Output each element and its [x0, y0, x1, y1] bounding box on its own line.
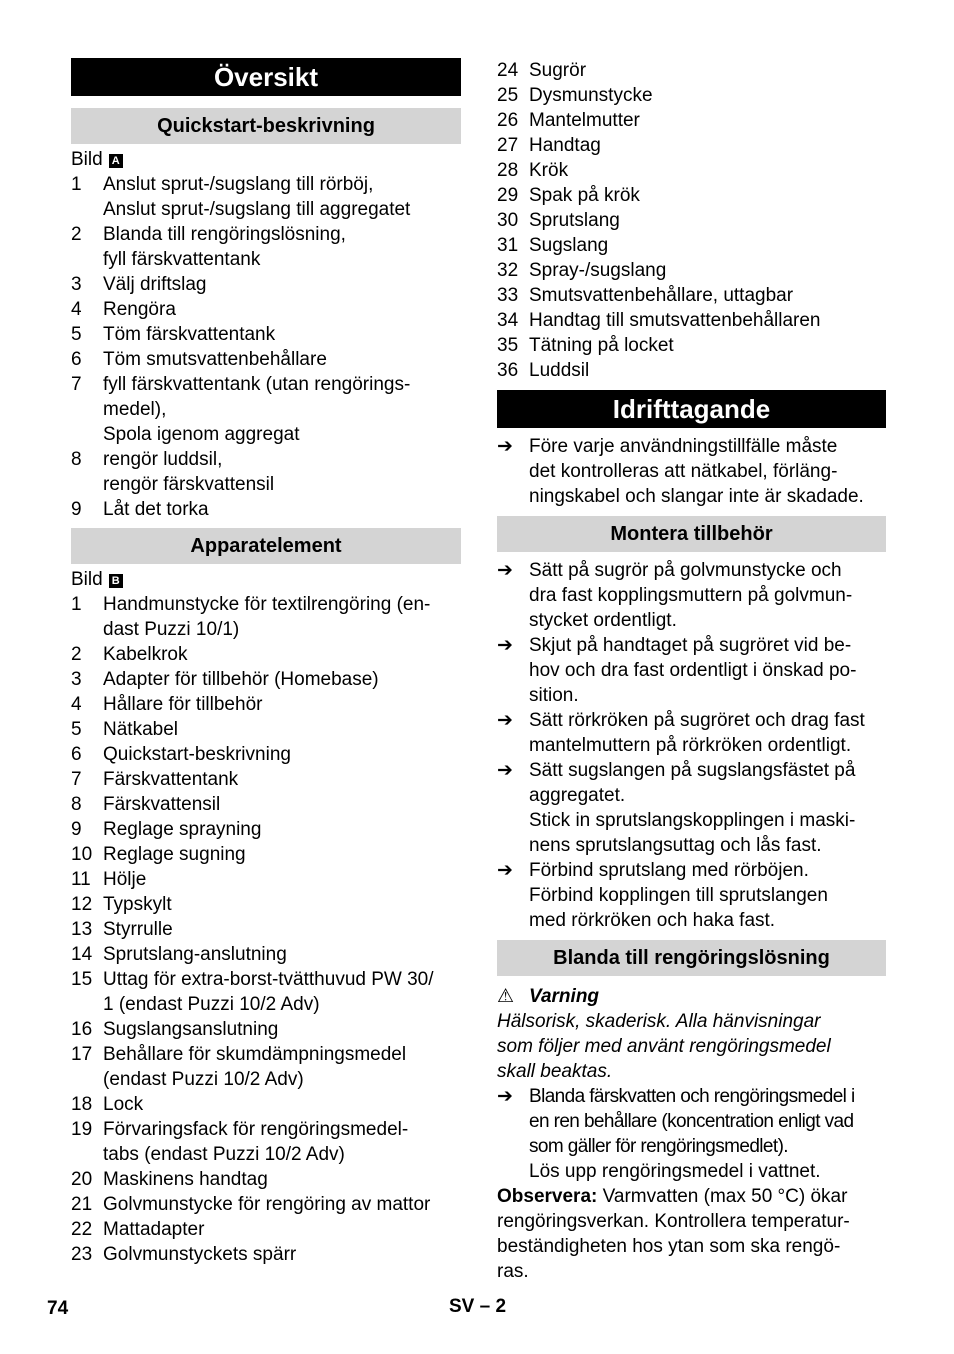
list-item-number: 34 [497, 310, 519, 331]
blanda-step [497, 1084, 886, 1159]
list-item [71, 1042, 461, 1092]
list-item [71, 692, 461, 717]
montera-step-text: Sätt rörkröken på sugröret och drag fast mantelmuttern på rörkröken ordentligt. [529, 710, 865, 756]
list-item-number: 24 [497, 60, 519, 81]
list-item [71, 1217, 461, 1242]
list-item-text: Sugslangsanslutning [103, 1019, 279, 1040]
montera-step [497, 758, 886, 808]
arrow-right-icon: ➔ [497, 710, 513, 731]
list-item-text: Rengöra [103, 299, 176, 320]
list-item-text: Golvmunstycke för rengöring av mattor [103, 1194, 431, 1215]
list-item [497, 233, 886, 258]
list-item-number: 25 [497, 85, 519, 106]
list-item-number: 2 [71, 224, 82, 245]
list-item-number: 33 [497, 285, 519, 306]
list-item [71, 1167, 461, 1192]
list-item-number: 8 [71, 794, 82, 815]
list-item-number: 2 [71, 644, 82, 665]
apparatelement-list-continued [497, 58, 886, 383]
section-title-oversikt: Översikt [71, 58, 461, 96]
list-item-number: 5 [71, 719, 82, 740]
section-title-idrifttagande: Idrifttagande [497, 390, 886, 428]
arrow-right-icon: ➔ [497, 436, 513, 457]
list-item [71, 172, 461, 222]
list-item-text: Blanda till rengöringslösning, fyll färskvattentank [103, 224, 346, 270]
montera-step [497, 558, 886, 633]
list-item-text: Spray-/sugslang [529, 260, 667, 281]
list-item [497, 83, 886, 108]
list-item [71, 842, 461, 867]
list-item [71, 1117, 461, 1167]
list-item-number: 15 [71, 969, 93, 990]
list-item-number: 3 [71, 669, 82, 690]
list-item [71, 322, 461, 347]
arrow-right-icon: ➔ [497, 860, 513, 881]
arrow-right-icon: ➔ [497, 635, 513, 656]
warning-triangle-icon: ⚠ [497, 986, 515, 1007]
list-item-text: Sprutslang-anslutning [103, 944, 287, 965]
list-item-text: rengör luddsil, rengör färskvattensil [103, 449, 275, 495]
warning-text: Hälsorisk, skaderisk. Alla hänvisningar som följer med använt rengöringsmedel skall beaktas. [497, 1011, 831, 1082]
list-item-number: 12 [71, 894, 93, 915]
list-item-number: 9 [71, 819, 82, 840]
list-item-number: 31 [497, 235, 519, 256]
list-item [497, 133, 886, 158]
list-item-number: 13 [71, 919, 93, 940]
list-item [71, 497, 461, 522]
list-item-number: 10 [71, 844, 93, 865]
list-item-number: 3 [71, 274, 82, 295]
list-item-text: Dysmunstycke [529, 85, 653, 106]
list-item [71, 942, 461, 967]
list-item-text: Sugslang [529, 235, 609, 256]
list-item [71, 272, 461, 297]
figure-a-icon: A [109, 154, 123, 168]
list-item-text: Töm smutsvattenbehållare [103, 349, 327, 370]
list-item-number: 29 [497, 185, 519, 206]
montera-step5-extra: Förbind kopplingen till sprutslangen med rörkröken och haka fast. [529, 885, 828, 931]
page-number: 74 [47, 1298, 69, 1319]
list-item-text: Typskylt [103, 894, 172, 915]
montera-step-text: Sätt sugslangen på sugslangsfästet på aggregatet. [529, 760, 856, 806]
list-item-text: Krök [529, 160, 569, 181]
list-item-text: Nätkabel [103, 719, 178, 740]
heading-blanda: Blanda till rengöringslösning [497, 940, 886, 976]
list-item [71, 347, 461, 372]
list-item [71, 817, 461, 842]
list-item-text: Styrrulle [103, 919, 173, 940]
list-item-number: 36 [497, 360, 519, 381]
list-item [71, 917, 461, 942]
list-item [71, 867, 461, 892]
list-item [71, 717, 461, 742]
montera-steps [497, 558, 886, 808]
quickstart-list [71, 172, 461, 522]
list-item-text: Sugrör [529, 60, 587, 81]
list-item-text: Uttag för extra-borst-tvätthuvud PW 30/ 1 (endast Puzzi 10/2 Adv) [103, 969, 434, 1015]
list-item [497, 358, 886, 383]
list-item [71, 372, 461, 447]
list-item [71, 642, 461, 667]
list-item [71, 592, 461, 642]
list-item [71, 297, 461, 322]
apparatelement-list [71, 592, 461, 1267]
list-item-number: 4 [71, 299, 82, 320]
list-item [71, 1242, 461, 1267]
list-item-text: Hölje [103, 869, 147, 890]
observera-note: Observera: Varmvatten (max 50 °C) ökar rengöringsverkan. Kontrollera temperatur- beständigheten hos ytan som ska rengö- ras. [497, 1186, 850, 1282]
montera-step4-extra: Stick in sprutslangskopplingen i maski- nens sprutslangsuttag och lås fast. [529, 810, 856, 856]
list-item-text: Handtag [529, 135, 601, 156]
blanda-step-text: Blanda färskvatten och rengöringsmedel i en ren behållare (koncentration enligt vad som gäller för rengöringsmedlet). [529, 1086, 855, 1157]
list-item [497, 158, 886, 183]
list-item-number: 4 [71, 694, 82, 715]
list-item-text: Förvaringsfack för rengöringsmedel- tabs (endast Puzzi 10/2 Adv) [103, 1119, 409, 1165]
list-item [71, 667, 461, 692]
list-item [71, 222, 461, 272]
list-item-number: 1 [71, 594, 82, 615]
list-item-text: Mattadapter [103, 1219, 205, 1240]
list-item-text: Luddsil [529, 360, 590, 381]
heading-quickstart: Quickstart-beskrivning [71, 108, 461, 144]
list-item-number: 18 [71, 1094, 93, 1115]
list-item-text: fyll färskvattentank (utan rengörings- medel), Spola igenom aggregat [103, 374, 411, 445]
list-item-text: Låt det torka [103, 499, 209, 520]
arrow-right-icon: ➔ [497, 760, 513, 781]
language-page-label: SV – 2 [449, 1296, 507, 1317]
heading-apparatelement: Apparatelement [71, 528, 461, 564]
list-item-number: 30 [497, 210, 519, 231]
list-item-text: Sprutslang [529, 210, 620, 231]
list-item [497, 183, 886, 208]
list-item-text: Behållare för skumdämpningsmedel (endast Puzzi 10/2 Adv) [103, 1044, 407, 1090]
list-item [71, 892, 461, 917]
list-item [71, 1092, 461, 1117]
list-item-text: Maskinens handtag [103, 1169, 268, 1190]
heading-montera-tillbehor: Montera tillbehör [497, 516, 886, 552]
list-item [497, 283, 886, 308]
list-item-text: Smutsvattenbehållare, uttagbar [529, 285, 794, 306]
list-item-number: 22 [71, 1219, 93, 1240]
bild-b-label: Bild B [71, 567, 461, 592]
list-item-text: Hållare för tillbehör [103, 694, 263, 715]
montera-step5 [497, 858, 886, 883]
arrow-right-icon: ➔ [497, 560, 513, 581]
list-item-text: Välj driftslag [103, 274, 207, 295]
list-item-text: Reglage sugning [103, 844, 246, 865]
montera-step [497, 708, 886, 758]
list-item-text: Färskvattensil [103, 794, 221, 815]
montera-step-text: Sätt på sugrör på golvmunstycke och dra fast kopplingsmuttern på golvmun- stycket ordentligt. [529, 560, 853, 631]
list-item-text: Färskvattentank [103, 769, 239, 790]
list-item-number: 20 [71, 1169, 93, 1190]
list-item [497, 208, 886, 233]
list-item-number: 6 [71, 744, 82, 765]
list-item-text: Tätning på locket [529, 335, 674, 356]
list-item [497, 108, 886, 133]
list-item-number: 7 [71, 374, 82, 395]
list-item [71, 742, 461, 767]
list-item [71, 792, 461, 817]
list-item-text: Kabelkrok [103, 644, 188, 665]
list-item-text: Quickstart-beskrivning [103, 744, 291, 765]
list-item-text: Reglage sprayning [103, 819, 262, 840]
blanda-step-extra: Lös upp rengöringsmedel i vattnet. [529, 1161, 821, 1182]
list-item [71, 1192, 461, 1217]
list-item-number: 23 [71, 1244, 93, 1265]
list-item [497, 333, 886, 358]
left-column [71, 58, 461, 1267]
list-item-number: 32 [497, 260, 519, 281]
montera-step [497, 633, 886, 708]
list-item-number: 14 [71, 944, 93, 965]
warning-title: ⚠ Varning [497, 986, 600, 1007]
list-item-number: 17 [71, 1044, 93, 1065]
list-item-text: Töm färskvattentank [103, 324, 276, 345]
list-item-number: 19 [71, 1119, 93, 1140]
arrow-right-icon: ➔ [497, 1086, 513, 1107]
list-item [497, 308, 886, 333]
list-item-number: 5 [71, 324, 82, 345]
list-item [497, 58, 886, 83]
list-item-text: Spak på krök [529, 185, 640, 206]
list-item-text: Mantelmutter [529, 110, 640, 131]
list-item-number: 7 [71, 769, 82, 790]
list-item [71, 967, 461, 1017]
list-item-number: 16 [71, 1019, 93, 1040]
list-item-text: Golvmunstyckets spärr [103, 1244, 297, 1265]
list-item-number: 35 [497, 335, 519, 356]
list-item-number: 27 [497, 135, 519, 156]
list-item-number: 6 [71, 349, 82, 370]
list-item-text: Handtag till smutsvattenbehållaren [529, 310, 821, 331]
list-item-number: 1 [71, 174, 82, 195]
list-item-text: Lock [103, 1094, 144, 1115]
list-item [71, 767, 461, 792]
intro-text: Före varje användningstillfälle måste det kontrolleras att nätkabel, förläng- ningskabel och slangar inte är skadade. [529, 436, 864, 507]
montera-step5-text: Förbind sprutslang med rörböjen. [529, 860, 809, 881]
intro-step [497, 434, 886, 509]
list-item-number: 9 [71, 499, 82, 520]
list-item-number: 21 [71, 1194, 93, 1215]
list-item-number: 28 [497, 160, 519, 181]
figure-b-icon: B [109, 574, 123, 588]
list-item-text: Anslut sprut-/sugslang till rörböj, Anslut sprut-/sugslang till aggregatet [103, 174, 411, 220]
right-column [497, 58, 886, 1284]
list-item-text: Handmunstycke för textilrengöring (en- dast Puzzi 10/1) [103, 594, 431, 640]
list-item-number: 11 [71, 869, 91, 890]
bild-a-label: Bild A [71, 147, 461, 172]
list-item [71, 447, 461, 497]
list-item [497, 258, 886, 283]
montera-step-text: Skjut på handtaget på sugröret vid be- hov och dra fast ordentligt i önskad po- sition. [529, 635, 857, 706]
list-item-text: Adapter för tillbehör (Homebase) [103, 669, 379, 690]
list-item-number: 26 [497, 110, 519, 131]
list-item [71, 1017, 461, 1042]
list-item-number: 8 [71, 449, 82, 470]
